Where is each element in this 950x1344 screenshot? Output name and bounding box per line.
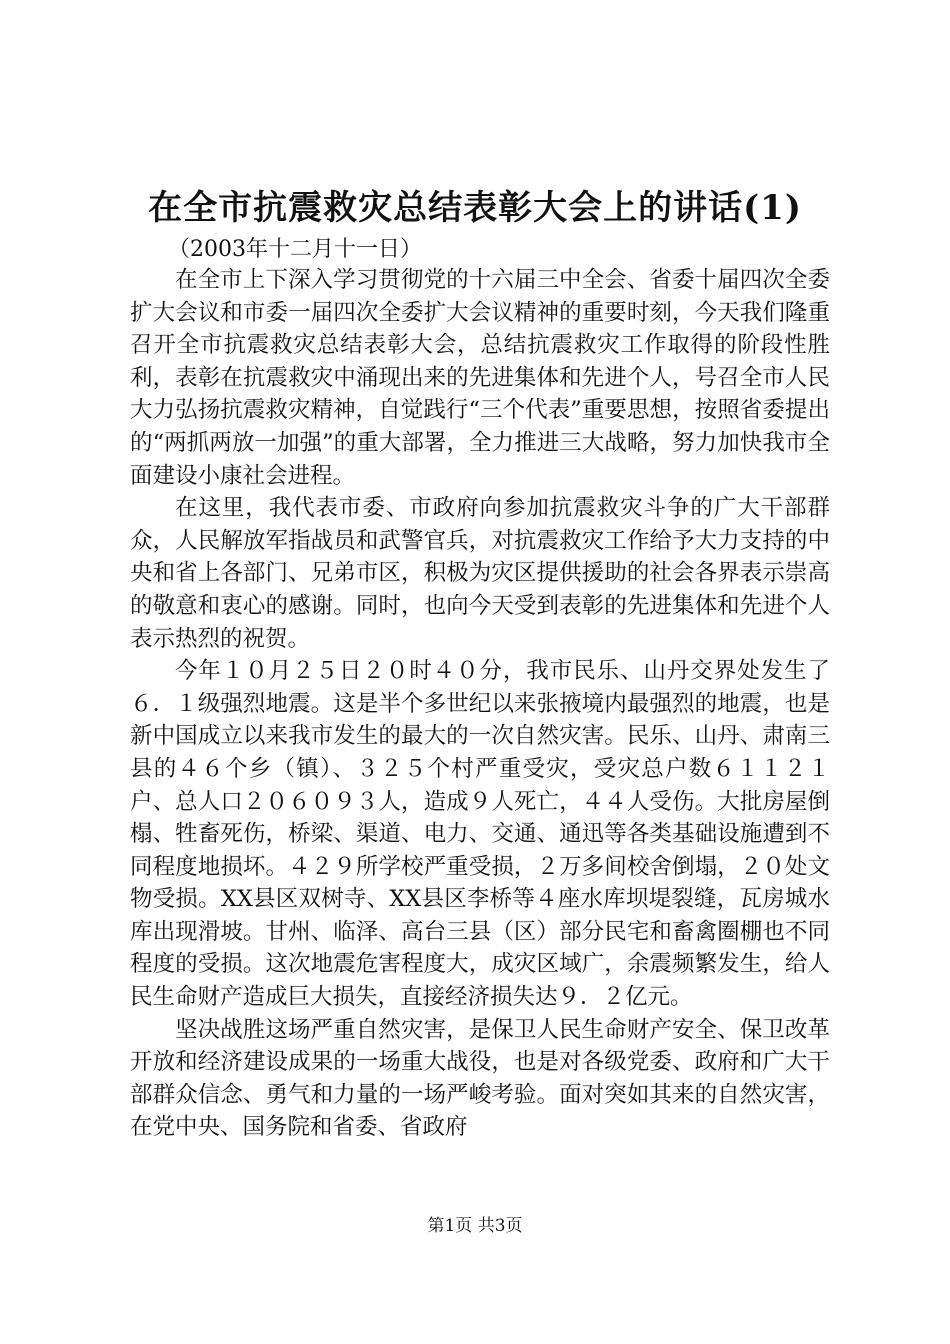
speech-date: （2003年十二月十一日） [168, 237, 422, 262]
page-number-footer: 第1页 共3页 [427, 1216, 523, 1236]
document-title: 在全市抗震救灾总结表彰大会上的讲话(1) [148, 188, 802, 228]
body-paragraph: 今年１０月２５日２０时４０分，我市民乐、山丹交界处发生了６．１级强烈地震。这是半个多世纪以来张掖境内最强烈的地震，也是新中国成立以来我市发生的最大的一次自然灾害。民乐、山丹、肃南三县的４６个乡（镇）、３２５个村严重受灾，受灾总户数６１１２１户、总人口２０６０９３人，造成９人死亡，４４人受伤。大批房屋倒榻、牲畜死伤，桥梁、渠道、电力、交通、通迅等各类基础设施遭到不同程度地损坏。４２９所学校严重受损，２万多间校舍倒塌，２０处文物受损。XX县区双树寺、XX县区李桥等４座水库坝堤裂缝，瓦房城水库出现滑坡。甘州、临泽、高台三县（区）部分民宅和畜禽圈棚也不同程度的受损。这次地震危害程度大，成灾区域广，余震频繁发生，给人民生命财产造成巨大损失，直接经济损失达９．２亿元。 [130, 658, 830, 1011]
document-body [130, 264, 830, 1144]
body-paragraph: 在这里，我代表市委、市政府向参加抗震救灾斗争的广大干部群众，人民解放军指战员和武警官兵，对抗震救灾工作给予大力支持的中央和省上各部门、兄弟市区，积极为灾区提供援助的社会各界表示崇高的敬意和衷心的感谢。同时，也向今天受到表彰的先进集体和先进个人表示热烈的祝贺。 [130, 495, 830, 652]
body-paragraph: 在全市上下深入学习贯彻党的十六届三中全会、省委十届四次全委扩大会议和市委一届四次全委扩大会议精神的重要时刻，今天我们隆重召开全市抗震救灾总结表彰大会，总结抗震救灾工作取得的阶段性胜利，表彰在抗震救灾中涌现出来的先进集体和先进个人，号召全市人民大力弘扬抗震救灾精神，自觉践行“三个代表”重要思想，按照省委提出的“两抓两放一加强”的重大部署，全力推进三大战略，努力加快我市全面建设小康社会进程。 [130, 267, 830, 489]
body-paragraph: 坚决战胜这场严重自然灾害，是保卫人民生命财产安全、保卫改革开放和经济建设成果的一场重大战役，也是对各级党委、政府和广大干部群众信念、勇气和力量的一场严峻考验。面对突如其来的自然灾害，在党中央、国务院和省委、省政府 [130, 1016, 830, 1141]
